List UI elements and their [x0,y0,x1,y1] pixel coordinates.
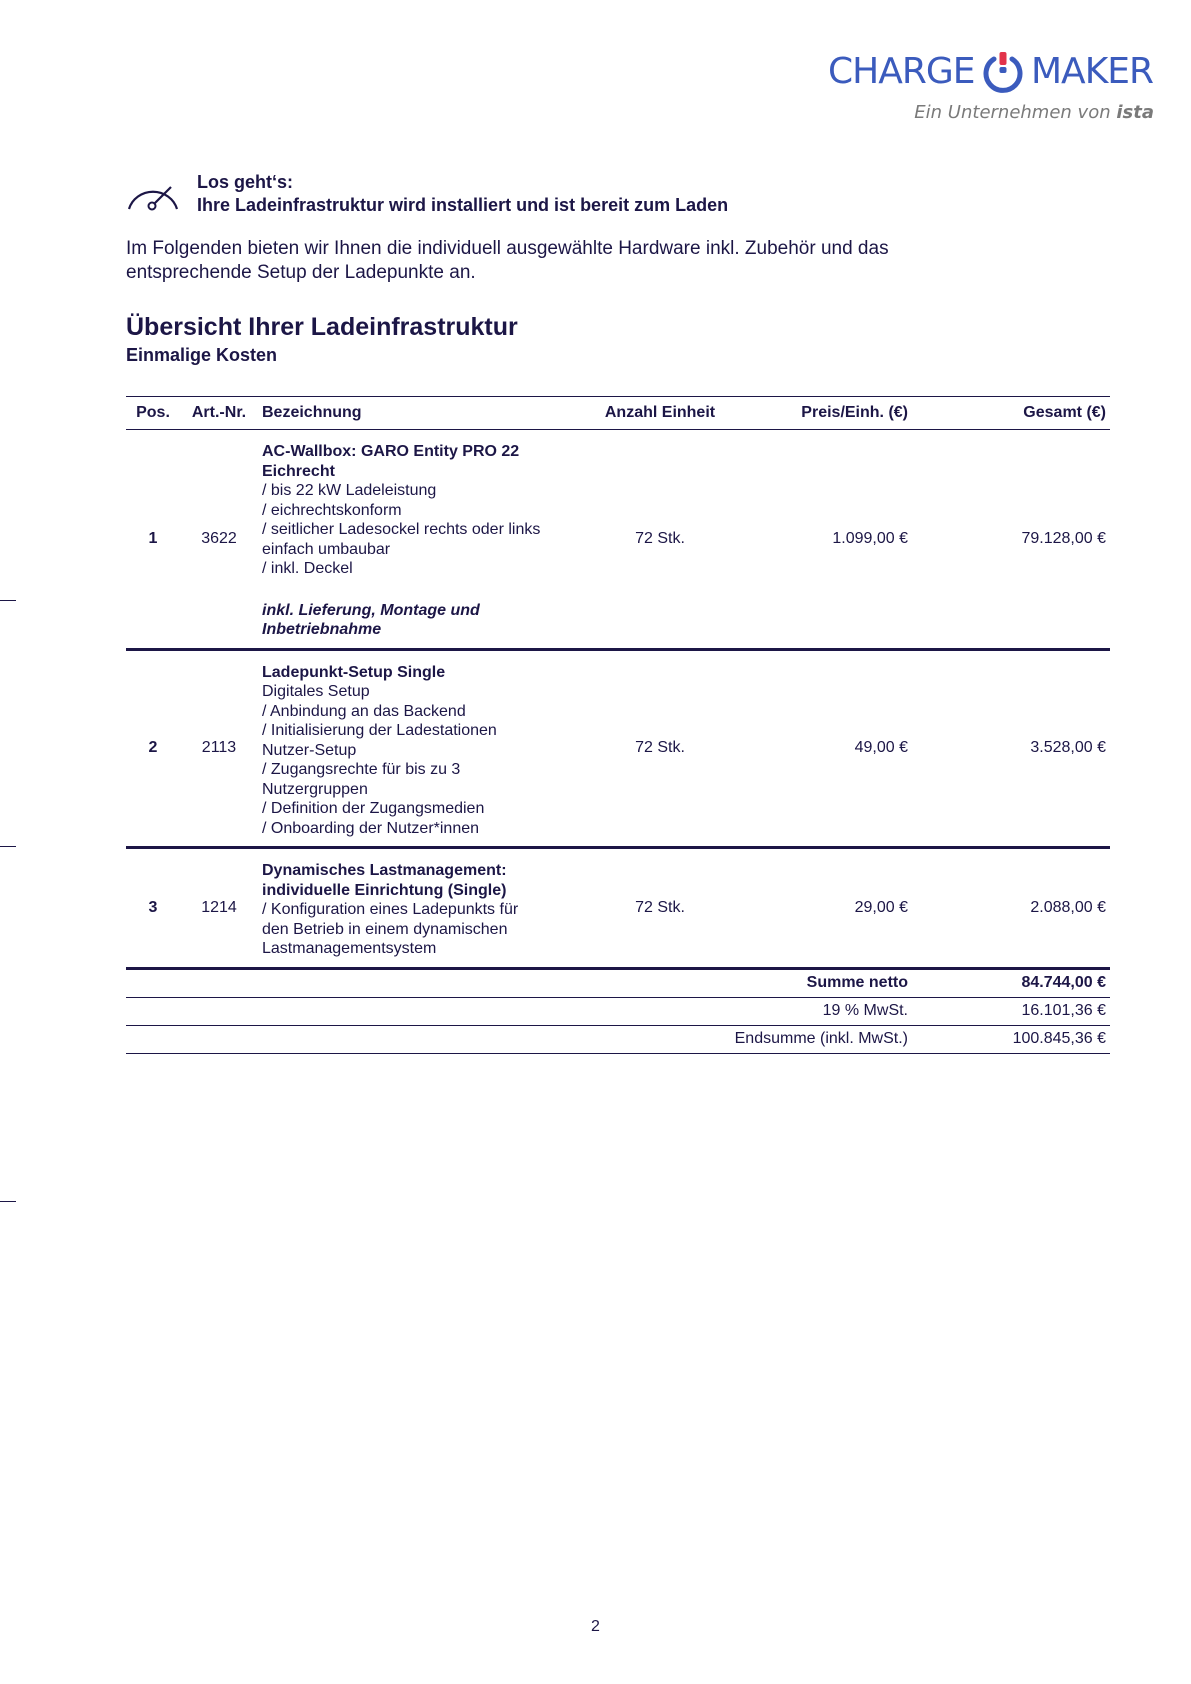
row-line: / eichrechtskonform [262,501,402,519]
section-title: Übersicht Ihrer Ladeinfrastruktur [126,313,518,341]
row-qty: 72 Stk. [596,848,724,969]
row-title: individuelle Einrichtung (Single) [262,881,507,899]
row-pos: 3 [126,848,180,969]
tagline-prefix: Ein Unternehmen von [914,102,1111,123]
header-pos: Pos. [126,397,180,430]
section-subtitle: Einmalige Kosten [126,345,278,365]
summary-vat-row [126,997,1110,1025]
row-price: 49,00 € [724,649,912,848]
summary-gross-row [126,1025,1110,1053]
table-row [126,649,1110,848]
gross-value: 100.845,36 € [912,1025,1110,1053]
row-desc [258,649,596,848]
fold-mark [0,846,16,847]
header-total: Gesamt (€) [912,397,1110,430]
row-price: 29,00 € [724,848,912,969]
row-line: / Konfiguration eines Ladepunkts für [262,901,519,918]
row-qty: 72 Stk. [596,430,724,650]
summary-net-row [126,968,1110,997]
row-title: Dynamisches Lastmanagement: [262,862,507,879]
row-line: Digitales Setup [262,683,370,700]
ista-brand: ista [1116,102,1154,123]
row-line: / Initialisierung der Ladestationen [262,722,497,739]
header-art: Art.-Nr. [180,397,258,430]
row-pos: 2 [126,649,180,848]
row-total: 3.528,00 € [912,649,1110,848]
chargemaker-logo [828,52,1154,126]
intro-heading [197,171,728,217]
cost-table [126,396,1110,1054]
row-desc [258,430,596,650]
table-row [126,430,1110,650]
logo-tagline [914,102,1154,123]
row-line: / Zugangsrechte für bis zu 3 [262,761,461,778]
table-row [126,848,1110,969]
row-note: inkl. Lieferung, Montage und [262,601,480,619]
gross-label: Endsumme (inkl. MwSt.) [126,1025,912,1053]
row-total: 2.088,00 € [912,848,1110,969]
row-pos: 1 [126,430,180,650]
fold-mark [0,1201,16,1202]
row-title: Eichrecht [262,462,335,480]
row-art: 3622 [180,430,258,650]
row-title: AC-Wallbox: GARO Entity PRO 22 [262,443,520,460]
vat-value: 16.101,36 € [912,997,1110,1025]
power-icon [980,50,1026,96]
net-value: 84.744,00 € [912,968,1110,997]
heading-line-2: Ihre Ladeinfrastruktur wird installiert und ist bereit zum Laden [197,195,729,215]
row-qty: 72 Stk. [596,649,724,848]
row-desc [258,848,596,969]
intro-paragraph [126,237,1086,285]
header-price: Preis/Einh. (€) [724,397,912,430]
page-number: 2 [591,1618,600,1635]
row-note: Inbetriebnahme [262,621,382,638]
heading-line-1: Los geht‘s: [197,172,294,192]
header-desc: Bezeichnung [258,397,596,430]
row-line: einfach umbaubar [262,540,391,558]
table-header-row [126,397,1110,430]
row-price: 1.099,00 € [724,430,912,650]
gauge-icon [124,175,182,213]
row-title: Ladepunkt-Setup Single [262,663,446,681]
logo-charge-text: CHARGE [828,51,975,92]
row-line: / bis 22 kW Ladeleistung [262,482,437,499]
row-line: Nutzergruppen [262,780,368,798]
logo-maker-text: MAKER [1031,51,1154,92]
row-line: den Betrieb in einem dynamischen [262,920,508,938]
row-line: / inkl. Deckel [262,560,353,577]
fold-mark [0,600,16,601]
row-art: 1214 [180,848,258,969]
header-qty: Anzahl Einheit [596,397,724,430]
vat-label: 19 % MwSt. [126,997,912,1025]
row-line: / Onboarding der Nutzer*innen [262,819,480,837]
row-line: Lastmanagementsystem [262,940,437,957]
row-line: / seitlicher Ladesockel rechts oder links [262,521,541,538]
intro-line-1: Im Folgenden bieten wir Ihnen die individuell ausgewählte Hardware inkl. Zubehör und das [126,238,889,259]
net-label: Summe netto [126,968,912,997]
row-line: / Anbindung an das Backend [262,702,466,720]
intro-line-2: entsprechende Setup der Ladepunkte an. [126,262,476,283]
row-art: 2113 [180,649,258,848]
row-total: 79.128,00 € [912,430,1110,650]
row-line: Nutzer-Setup [262,741,357,759]
row-line: / Definition der Zugangsmedien [262,800,485,817]
